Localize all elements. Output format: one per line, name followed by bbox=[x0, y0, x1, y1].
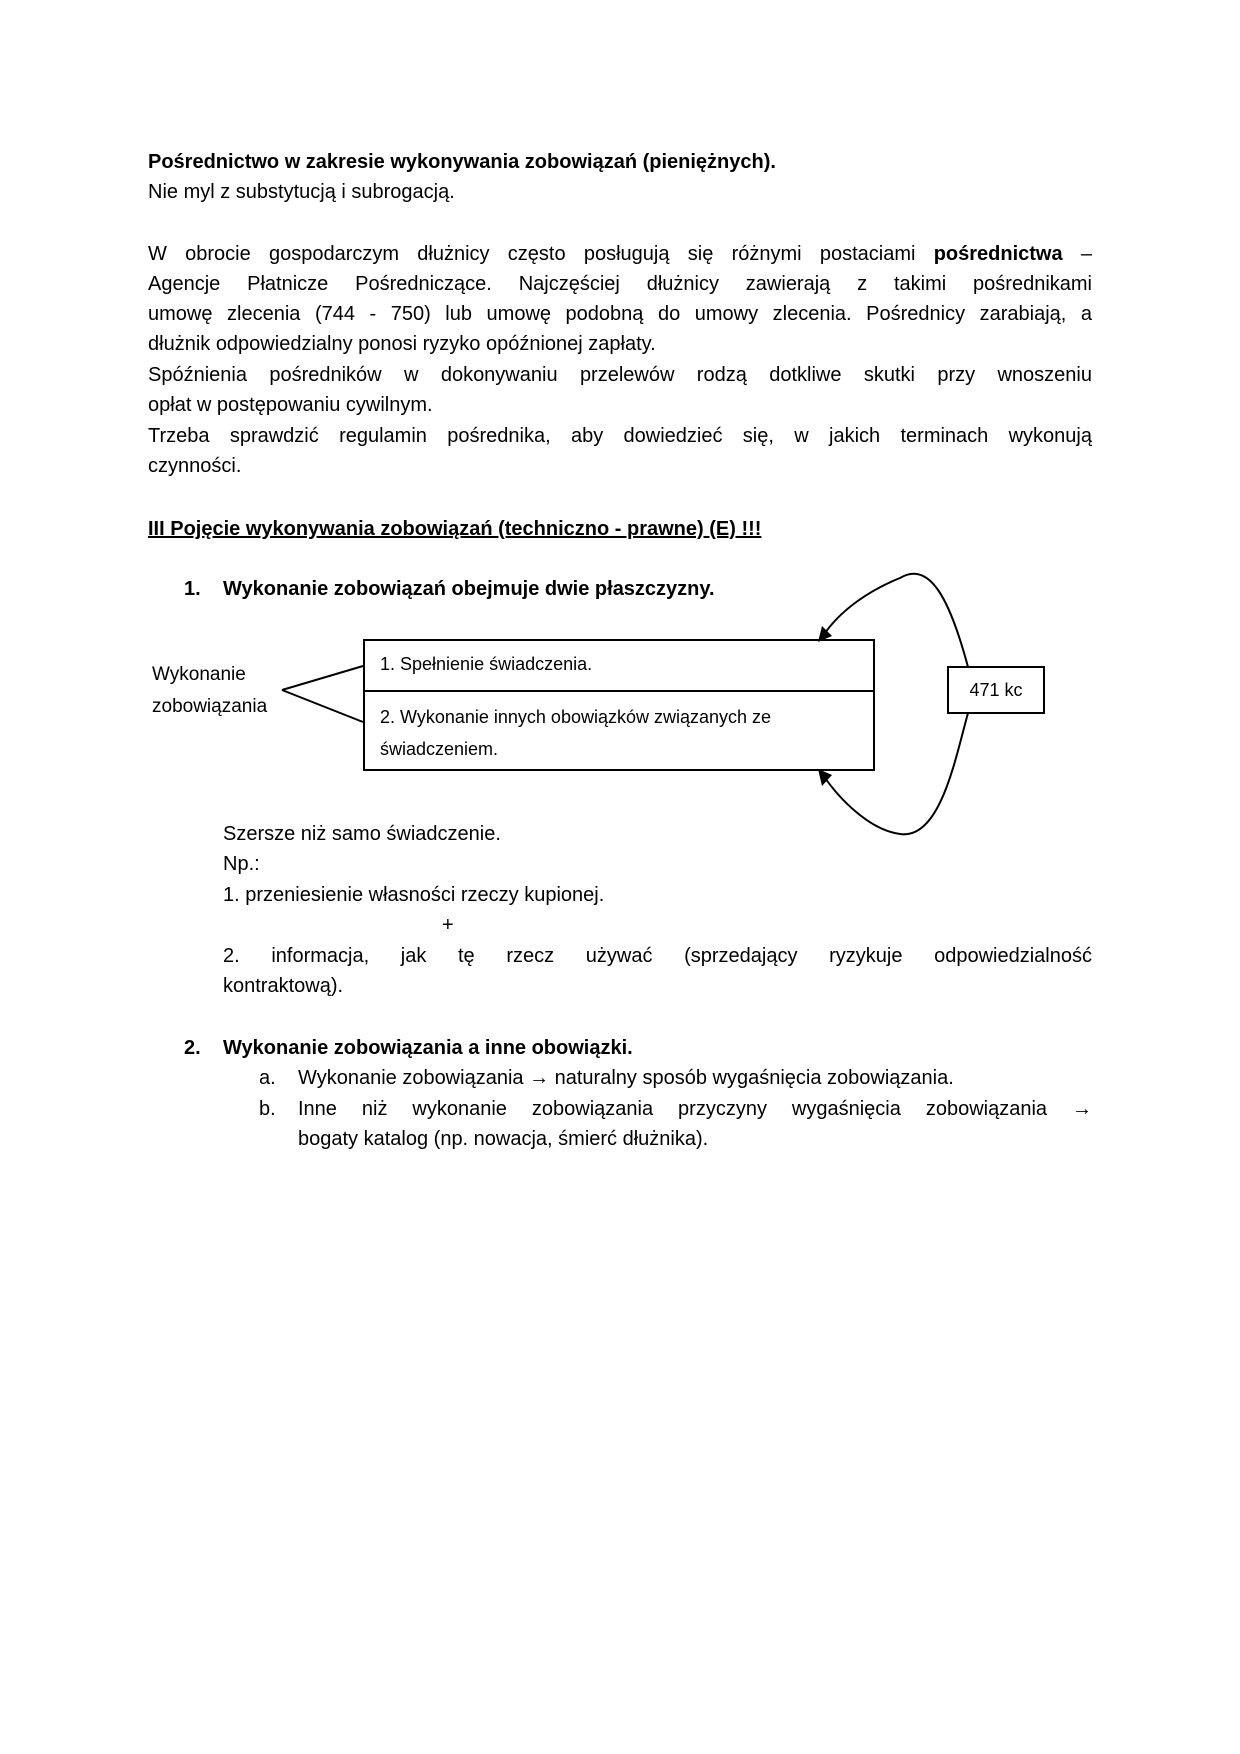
item2-sub-b-line1: Inne niż wykonanie zobowiązania przyczyny wygaśnięcia zobowiązania → bbox=[298, 1098, 1092, 1120]
paragraph2-line2: opłat w postępowaniu cywilnym. bbox=[148, 394, 433, 416]
duties-box-item1: 1. Spełnienie świadczenia. bbox=[380, 654, 593, 674]
item2-sub-a-text: Wykonanie zobowiązania → naturalny sposób wygaśnięcia zobowiązania. bbox=[298, 1067, 954, 1089]
paragraph3-line1: Trzeba sprawdzić regulamin pośrednika, aby dowiedzieć się, w jakich terminach wykonują bbox=[148, 425, 1092, 447]
notes-line1: Szersze niż samo świadczenie. bbox=[223, 823, 501, 845]
reference-box-label: 471 kc bbox=[969, 680, 1023, 700]
lower-curved-arrow bbox=[823, 713, 968, 834]
duties-box-item2-line2: świadczeniem. bbox=[380, 739, 499, 759]
item2-sub-a-marker: a. bbox=[259, 1067, 276, 1089]
bracket-lower-line bbox=[282, 690, 363, 722]
diagram-left-label-line2: zobowiązania bbox=[152, 696, 268, 717]
notes-line5: kontraktową). bbox=[223, 975, 344, 997]
item2-sub-b-marker: b. bbox=[259, 1098, 276, 1120]
notes-line2: Np.: bbox=[223, 853, 260, 875]
paragraph1-line4: dłużnik odpowiedzialny ponosi ryzyko opóźnionej zapłaty. bbox=[148, 333, 656, 355]
item2-number: 2. bbox=[184, 1037, 201, 1059]
duties-box-item2-line1: 2. Wykonanie innych obowiązków związanych ze bbox=[380, 707, 772, 727]
paragraph2-line1: Spóźnienia pośredników w dokonywaniu przelewów rodzą dotkliwe skutki przy wnoszeniu bbox=[148, 364, 1092, 386]
upper-curved-arrow bbox=[823, 574, 968, 667]
section-title: III Pojęcie wykonywania zobowiązań (techniczno - prawne) (E) !!! bbox=[148, 518, 762, 540]
notes-plus: + bbox=[442, 914, 454, 936]
item1-title: Wykonanie zobowiązań obejmuje dwie płaszczyzny. bbox=[223, 578, 715, 600]
paragraph1-line3: umowę zlecenia (744 - 750) lub umowę podobną do umowy zlecenia. Pośrednicy zarabiają, a bbox=[148, 303, 1092, 325]
paragraph1-line1-post: – bbox=[1062, 243, 1092, 265]
diagram-left-label-line1: Wykonanie bbox=[152, 664, 246, 685]
paragraph1-line1-bold: pośrednictwa bbox=[933, 243, 1063, 265]
paragraph1-line2: Agencje Płatnicze Pośredniczące. Najczęściej dłużnicy zawierają z takimi pośrednikami bbox=[148, 273, 1092, 295]
item1-number: 1. bbox=[184, 578, 201, 600]
item2-sub-b-line2: bogaty katalog (np. nowacja, śmierć dłużnika). bbox=[298, 1128, 709, 1150]
item2-title: Wykonanie zobowiązania a inne obowiązki. bbox=[223, 1037, 633, 1059]
bracket-upper-line bbox=[282, 666, 363, 690]
document-subheading: Nie myl z substytucją i subrogacją. bbox=[148, 181, 455, 203]
document-heading: Pośrednictwo w zakresie wykonywania zobowiązań (pieniężnych). bbox=[148, 151, 776, 173]
notes-line3: 1. przeniesienie własności rzeczy kupionej. bbox=[223, 884, 605, 906]
paragraph1-line1-pre: W obrocie gospodarczym dłużnicy często posługują się różnymi postaciami bbox=[148, 243, 934, 265]
notes-line4: 2. informacja, jak tę rzecz używać (sprzedający ryzykuje odpowiedzialność bbox=[223, 945, 1092, 967]
paragraph3-line2: czynności. bbox=[148, 455, 242, 477]
